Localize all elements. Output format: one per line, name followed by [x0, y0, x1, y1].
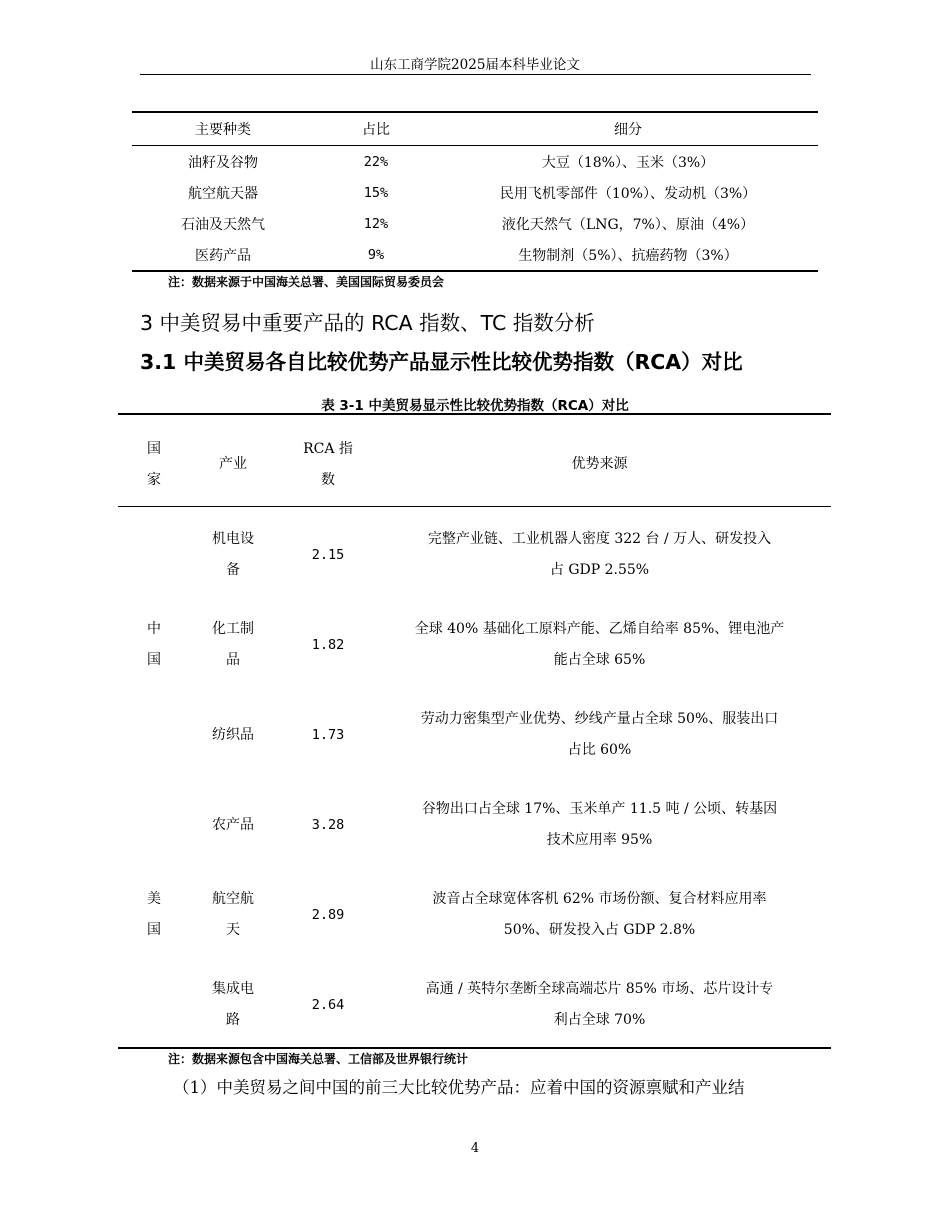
- source-cell: [387, 614, 812, 676]
- detail-cell: 大豆（18%）、玉米（3%）: [541, 154, 715, 171]
- country-label-usa: [135, 884, 173, 946]
- country-label-china: [135, 614, 173, 676]
- source-line: 高通 / 英特尔垄断全球高端芯片 85% 市场、芯片设计专: [425, 981, 774, 997]
- table-row: [132, 146, 818, 177]
- share-cell: 22%: [363, 153, 389, 170]
- source-line: 50%、研发投入占 GDP 2.8%: [503, 922, 696, 938]
- share-cell: 15%: [363, 184, 389, 201]
- header-line: RCA 指: [303, 441, 353, 457]
- table-bottom-rule: [118, 1047, 831, 1049]
- country-line: 美: [147, 891, 161, 907]
- table-row: [132, 177, 818, 208]
- kind-cell: 石油及天然气: [181, 216, 265, 233]
- country-line: 国: [147, 922, 161, 938]
- industry-cell: [193, 974, 273, 1036]
- source-line: 占比 60%: [567, 742, 632, 758]
- source-cell: [387, 884, 812, 946]
- industry-line: 集成电: [212, 981, 254, 997]
- source-line: 劳动力密集型产业优势、纱线产量占全球 50%、服装出口: [420, 711, 779, 727]
- source-line: 全球 40% 基础化工原料产能、乙烯自给率 85%、锂电池产: [414, 621, 785, 637]
- column-header-source: 优势来源: [571, 456, 628, 472]
- source-cell: [387, 974, 812, 1036]
- section-heading: 3 中美贸易中重要产品的 RCA 指数、TC 指数分析: [140, 311, 595, 335]
- body-paragraph: （1）中美贸易之间中国的前三大比较优势产品：应着中国的资源禀赋和产业结: [173, 1078, 745, 1097]
- running-header: 山东工商学院2025届本科毕业论文: [370, 57, 580, 73]
- header-line: 家: [147, 472, 161, 488]
- industry-cell: [193, 884, 273, 946]
- table-header-row: [132, 113, 818, 146]
- rca-value-cell: 2.15: [311, 547, 345, 563]
- rca-value-cell: 2.64: [311, 997, 345, 1013]
- table-top-rule: [118, 413, 831, 415]
- industry-line: 路: [226, 1012, 240, 1028]
- rca-value-cell: 2.89: [311, 907, 345, 923]
- detail-cell: 民用飞机零部件（10%）、发动机（3%）: [499, 185, 757, 202]
- rca-value-cell: 3.28: [311, 817, 345, 833]
- source-line: 利占全球 70%: [553, 1012, 646, 1028]
- subsection-heading: 3.1 中美贸易各自比较优势产品显示性比较优势指数（RCA）对比: [140, 350, 743, 374]
- country-line: 中: [147, 621, 161, 637]
- source-line: 占 GDP 2.55%: [549, 562, 650, 578]
- share-cell: 9%: [367, 246, 385, 263]
- source-line: 技术应用率 95%: [546, 832, 653, 848]
- industry-line: 航空航: [212, 891, 254, 907]
- column-header-detail: 细分: [614, 122, 642, 138]
- table-row: [132, 208, 818, 239]
- country-line: 国: [147, 652, 161, 668]
- kind-cell: 医药产品: [195, 247, 251, 264]
- kind-cell: 航空航天器: [188, 185, 258, 202]
- column-header-share: 占比: [362, 122, 390, 138]
- table-header-rule: [118, 506, 831, 507]
- source-line: 完整产业链、工业机器人密度 322 台 / 万人、研发投入: [427, 531, 772, 547]
- rca-value-cell: 1.73: [311, 727, 345, 743]
- column-header-kind: 主要种类: [195, 122, 251, 138]
- page-number: 4: [470, 1141, 480, 1156]
- industry-line: 天: [226, 922, 240, 938]
- detail-cell: 液化天然气（LNG，7%）、原油（4%）: [501, 216, 755, 233]
- table-note: 注：数据来源于中国海关总署、美国国际贸易委员会: [168, 275, 445, 289]
- detail-cell: 生物制剂（5%）、抗癌药物（3%）: [518, 247, 738, 264]
- industry-line: 备: [226, 562, 240, 578]
- industry-line: 机电设: [212, 531, 254, 547]
- industry-cell: 纺织品: [212, 727, 254, 743]
- source-cell: [387, 704, 812, 766]
- industry-cell: 农产品: [212, 817, 254, 833]
- table-caption: 表 3-1 中美贸易显示性比较优势指数（RCA）对比: [321, 398, 629, 414]
- header-line: 国: [147, 441, 161, 457]
- export-composition-table: [132, 111, 818, 290]
- table-row: [132, 239, 818, 270]
- column-header-country: [135, 434, 173, 496]
- source-line: 波音占全球宽体客机 62% 市场份额、复合材料应用率: [432, 891, 767, 907]
- industry-line: 化工制: [212, 621, 254, 637]
- table-note: 注：数据来源包含中国海关总署、工信部及世界银行统计: [168, 1052, 469, 1066]
- source-cell: [387, 524, 812, 586]
- industry-cell: [193, 614, 273, 676]
- column-header-rca: [292, 434, 364, 496]
- source-cell: [387, 794, 812, 856]
- source-line: 谷物出口占全球 17%、玉米单产 11.5 吨 / 公顷、转基因: [421, 801, 778, 817]
- rca-value-cell: 1.82: [311, 637, 345, 653]
- source-line: 能占全球 65%: [553, 652, 646, 668]
- header-line: 数: [321, 472, 335, 488]
- kind-cell: 油籽及谷物: [188, 154, 258, 171]
- column-header-industry: 产业: [219, 456, 247, 472]
- industry-line: 品: [226, 652, 240, 668]
- table-bottom-rule: [132, 270, 818, 272]
- industry-cell: [193, 524, 273, 586]
- share-cell: 12%: [363, 215, 389, 232]
- header-rule: [140, 74, 811, 75]
